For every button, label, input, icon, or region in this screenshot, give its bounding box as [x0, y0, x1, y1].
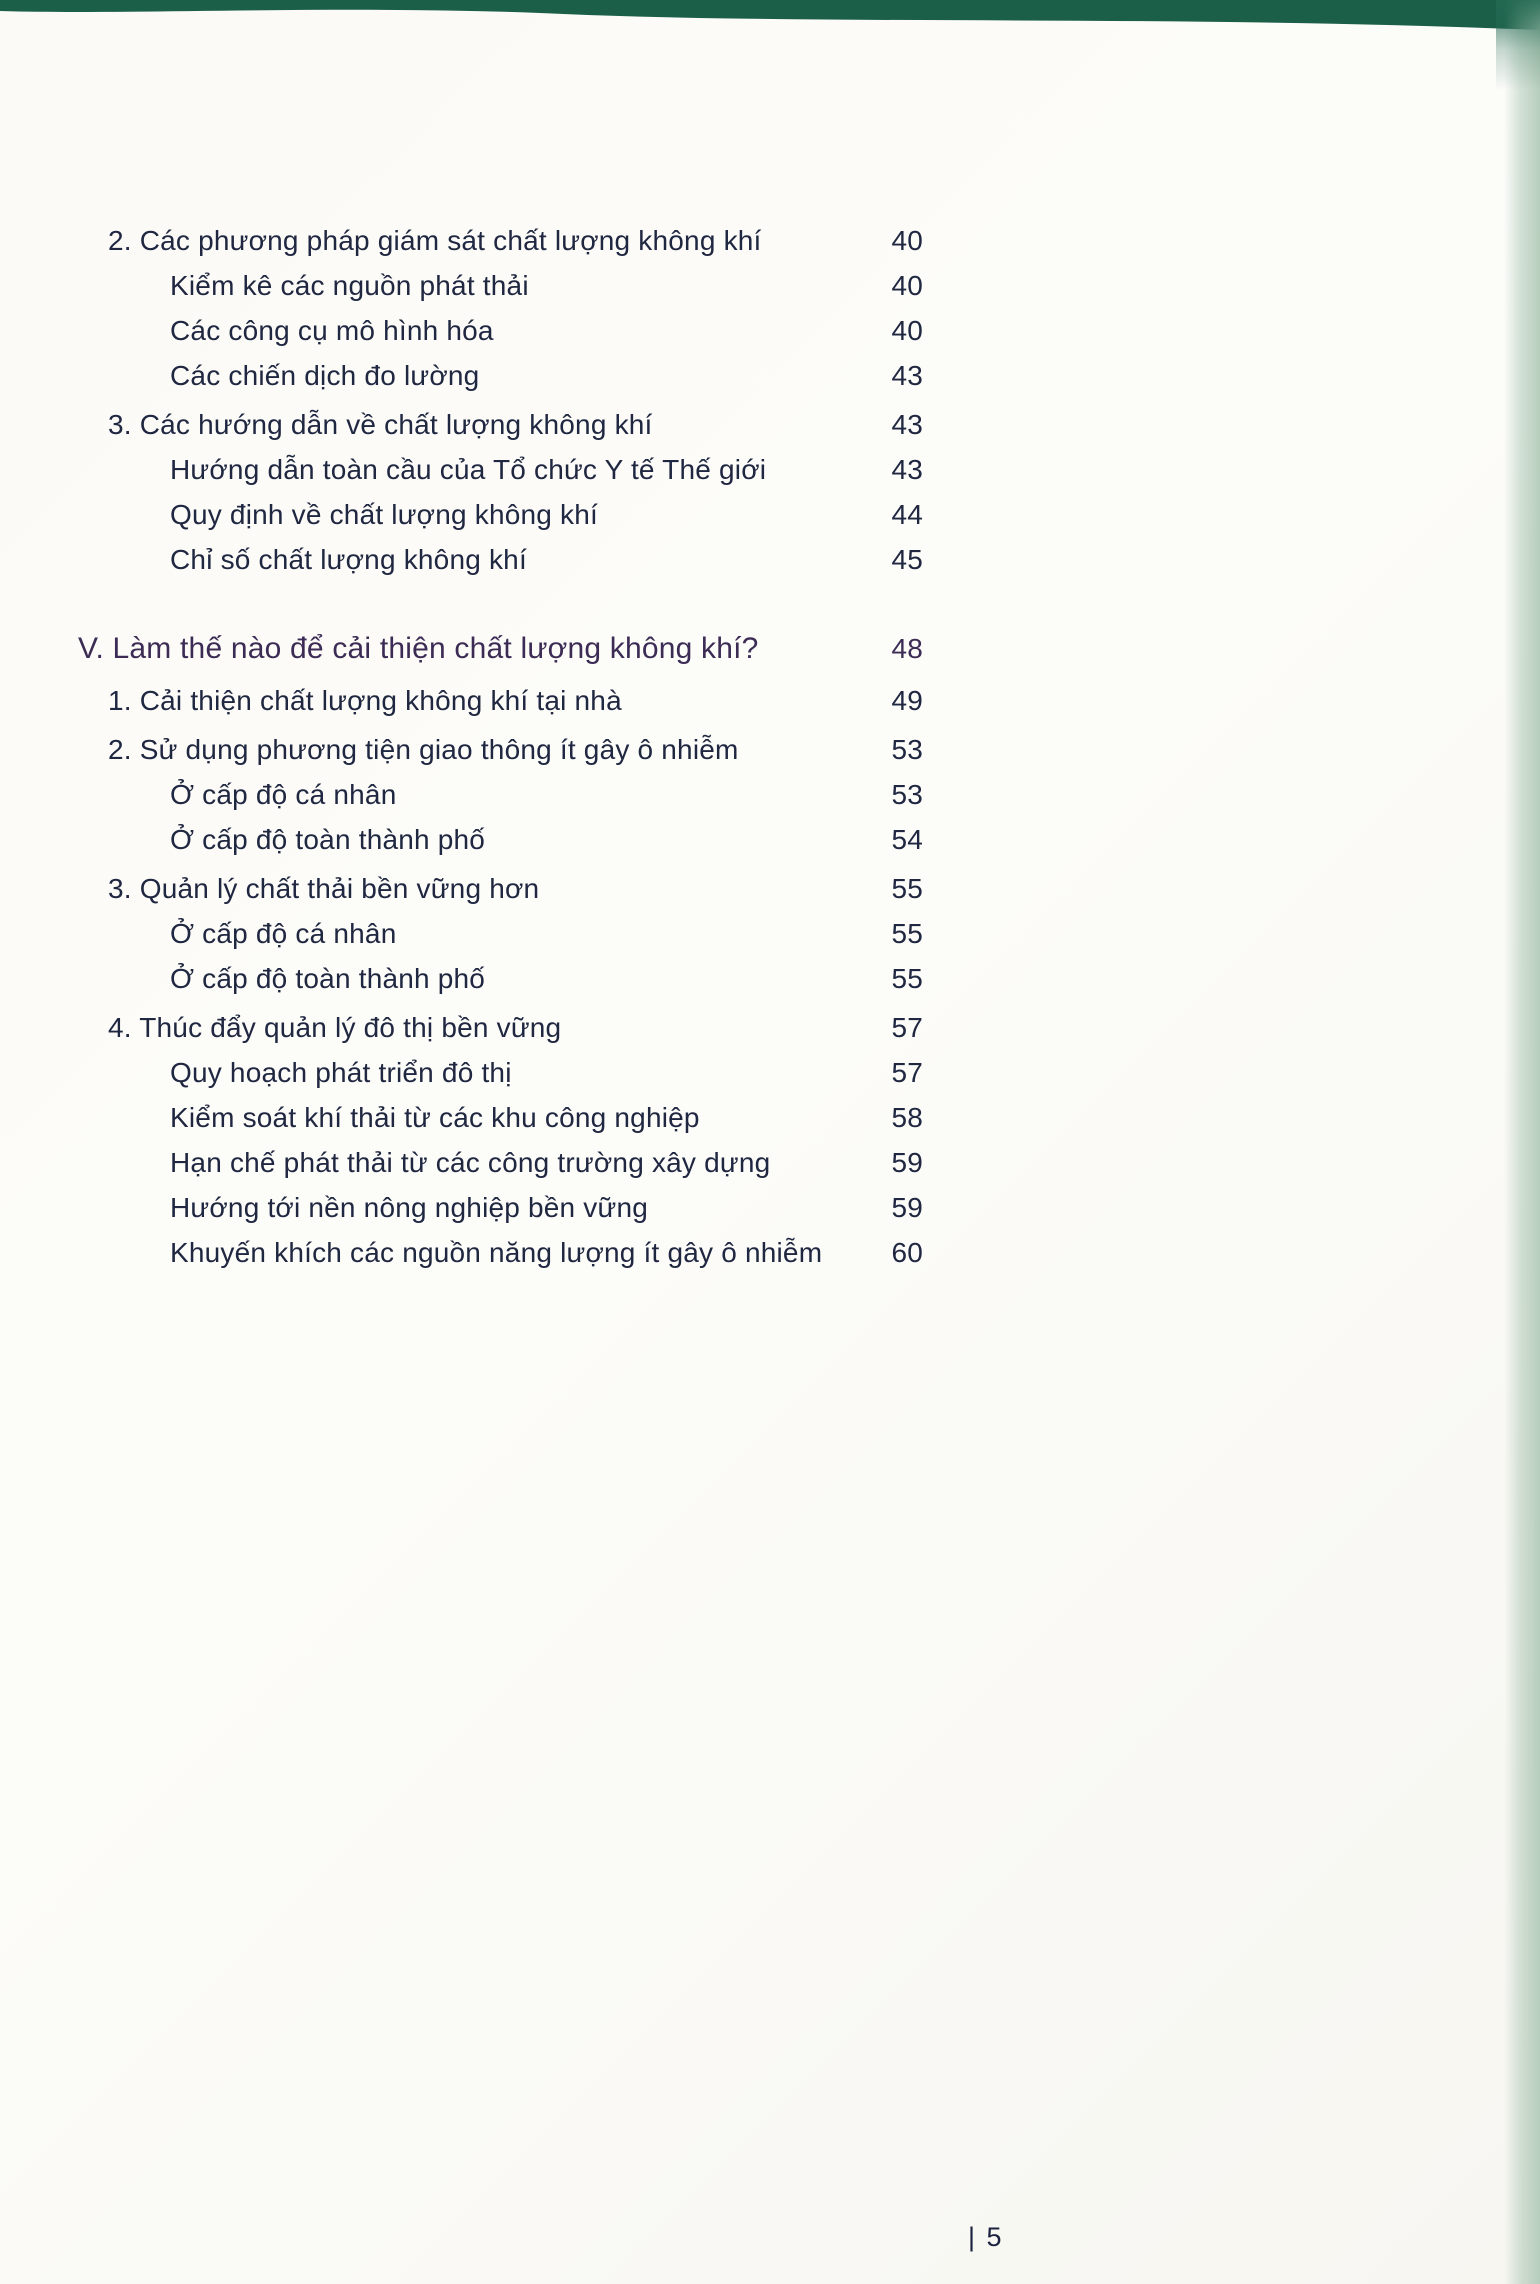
toc-row	[78, 402, 923, 447]
toc-entry-page: 59	[891, 1146, 923, 1178]
page-edge-strip	[1504, 0, 1540, 2284]
toc-entry-label: Kiểm kê các nguồn phát thải	[170, 269, 529, 301]
toc-entry-label: Ở cấp độ toàn thành phố	[170, 823, 486, 855]
toc-row	[78, 911, 923, 956]
toc-entry-label: Ở cấp độ cá nhân	[170, 778, 397, 810]
toc-entry-label: 2. Sử dụng phương tiện giao thông ít gây ô nhiễm	[108, 733, 739, 765]
toc-entry-label: Hạn chế phát thải từ các công trường xây dựng	[170, 1146, 771, 1178]
toc-entry-page: 40	[891, 269, 923, 301]
toc-entry-label: Các chiến dịch đo lường	[170, 359, 480, 391]
toc-row	[78, 218, 923, 263]
toc-entry-page: 43	[891, 453, 923, 485]
toc-row	[78, 1230, 923, 1275]
toc-row	[78, 1095, 923, 1140]
toc-row	[78, 817, 923, 862]
toc-row	[78, 537, 923, 582]
toc-row	[78, 1185, 923, 1230]
toc-entry-page: 44	[891, 498, 923, 530]
toc-row	[78, 353, 923, 398]
toc-entry-page: 55	[891, 962, 923, 994]
toc-entry-page: 40	[891, 224, 923, 256]
toc-entry-label: Hướng dẫn toàn cầu của Tổ chức Y tế Thế giới	[170, 453, 767, 485]
toc-entry-page: 43	[891, 408, 923, 440]
toc-row	[78, 1140, 923, 1185]
toc-section-heading-label: V. Làm thế nào để cải thiện chất lượng không khí?	[78, 632, 759, 665]
toc-entry-page: 53	[891, 778, 923, 810]
toc-entry-label: Các công cụ mô hình hóa	[170, 314, 494, 346]
toc-entry-label: Khuyến khích các nguồn năng lượng ít gây ô nhiễm	[170, 1236, 823, 1268]
cover-top-band	[0, 0, 1540, 40]
toc-entry-page: 59	[891, 1191, 923, 1223]
toc-entry-page: 45	[891, 543, 923, 575]
toc-entry-page: 55	[891, 917, 923, 949]
toc-row	[78, 447, 923, 492]
toc-entry-page: 43	[891, 359, 923, 391]
toc-entry-page: 55	[891, 872, 923, 904]
toc-entry-label: 3. Quản lý chất thải bền vững hơn	[108, 872, 540, 904]
toc-entry-label: Kiểm soát khí thải từ các khu công nghiệp	[170, 1101, 700, 1133]
toc-entry-page: 60	[891, 1236, 923, 1268]
toc-row	[78, 1005, 923, 1050]
table-of-contents	[78, 214, 923, 1275]
toc-row	[78, 1050, 923, 1095]
toc-entry-label: Hướng tới nền nông nghiệp bền vững	[170, 1191, 649, 1223]
toc-section-heading-row	[78, 624, 923, 674]
page-edge-strip-top	[1496, 0, 1540, 90]
toc-row	[78, 492, 923, 537]
toc-entry-label: Quy hoạch phát triển đô thị	[170, 1056, 512, 1088]
toc-entry-page: 49	[891, 684, 923, 716]
toc-entry-page: 48	[891, 633, 923, 664]
toc-entry-label: 3. Các hướng dẫn về chất lượng không khí	[108, 408, 653, 440]
toc-entry-label: Ở cấp độ toàn thành phố	[170, 962, 486, 994]
toc-row	[78, 772, 923, 817]
toc-entry-page: 40	[891, 314, 923, 346]
toc-entry-label: 1. Cải thiện chất lượng không khí tại nhà	[108, 684, 622, 716]
toc-entry-page: 57	[891, 1011, 923, 1043]
toc-entry-page: 54	[891, 823, 923, 855]
toc-entry-label: Chỉ số chất lượng không khí	[170, 543, 527, 575]
toc-entry-label: 4. Thúc đẩy quản lý đô thị bền vững	[108, 1011, 562, 1043]
toc-row	[78, 956, 923, 1001]
toc-row	[78, 308, 923, 353]
toc-entry-label: 2. Các phương pháp giám sát chất lượng không khí	[108, 224, 762, 256]
toc-row	[78, 866, 923, 911]
toc-row	[78, 678, 923, 723]
toc-entry-label: Ở cấp độ cá nhân	[170, 917, 397, 949]
page-number: | 5	[968, 2222, 1004, 2252]
toc-row	[78, 263, 923, 308]
toc-entry-label: Quy định về chất lượng không khí	[170, 498, 598, 530]
toc-entry-page: 58	[891, 1101, 923, 1133]
toc-entry-page: 53	[891, 733, 923, 765]
toc-entry-page: 57	[891, 1056, 923, 1088]
toc-row	[78, 727, 923, 772]
